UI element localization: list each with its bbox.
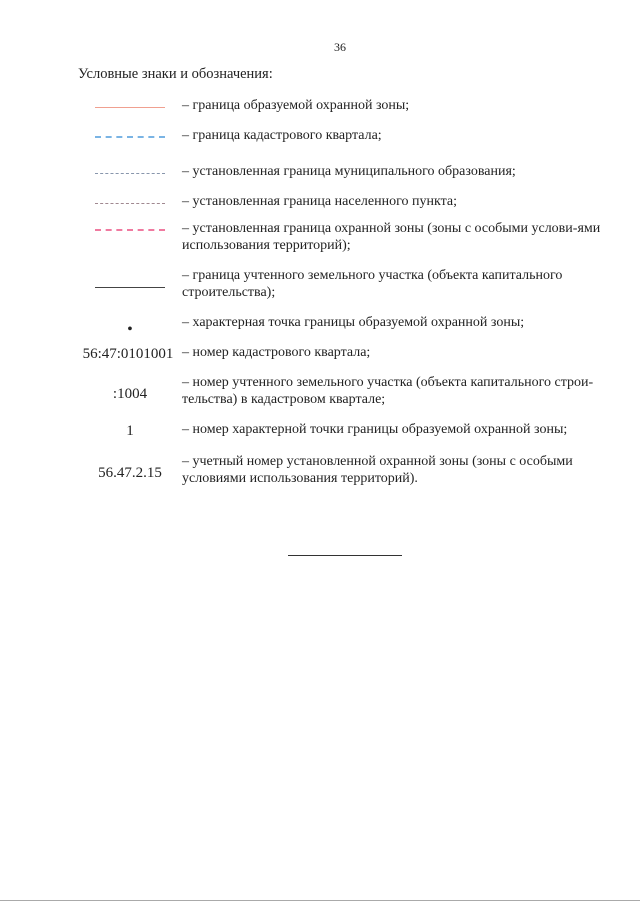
legend-text: – номер кадастрового квартала; [182, 345, 371, 360]
dash-dot-gray-line-icon [95, 173, 165, 174]
dash-dot-brown-line-icon [95, 203, 165, 204]
legend-symbol: 1 [126, 422, 134, 439]
legend-text: – учетный номер установленной охранной зоны (зоны с особыми условиями использования территорий). [182, 454, 573, 486]
legend-title: Условные знаки и обозначения: [78, 66, 273, 82]
legend-item [78, 267, 618, 307]
legend-text: – характерная точка границы образуемой охранной зоны; [182, 315, 525, 330]
legend-text: – номер учтенного земельного участка (объекта капитального строи-тельства) в кадастровом квартале; [182, 375, 594, 407]
legend-text: – установленная граница охранной зоны (зоны с особыми услови-ями использования территорий); [182, 221, 601, 253]
legend-text: – граница образуемой охранной зоны; [182, 98, 410, 113]
legend-text: – граница кадастрового квартала; [182, 128, 382, 143]
scan-edge [0, 900, 640, 901]
legend-text: – установленная граница населенного пункта; [182, 194, 457, 209]
end-rule [288, 555, 402, 556]
legend-symbol: 56:47:0101001 [82, 345, 174, 362]
solid-red-line-icon [95, 107, 165, 108]
dashed-blue-line-icon [95, 136, 165, 138]
dashed-pink-line-icon [95, 229, 165, 231]
legend-symbol: 56.47.2.15 [98, 464, 162, 481]
legend-item [78, 193, 618, 213]
legend-item [78, 127, 618, 147]
legend-item [78, 163, 618, 183]
legend-text: – граница учтенного земельного участка (объекта капитального строительства); [182, 268, 563, 300]
legend-text: – номер характерной точки границы образуемой охранной зоны; [182, 422, 568, 437]
legend-item [74, 344, 614, 364]
legend-item [78, 453, 618, 493]
legend-text: – установленная граница муниципального образования; [182, 164, 516, 179]
legend-item [78, 421, 618, 441]
legend-symbol: :1004 [112, 385, 148, 402]
legend-item [78, 97, 618, 117]
legend-item [78, 314, 618, 340]
legend-item [78, 220, 618, 254]
page-number: 36 [334, 40, 346, 54]
point-icon: • [127, 322, 133, 337]
legend-item [78, 374, 618, 414]
solid-black-line-icon [95, 287, 165, 288]
